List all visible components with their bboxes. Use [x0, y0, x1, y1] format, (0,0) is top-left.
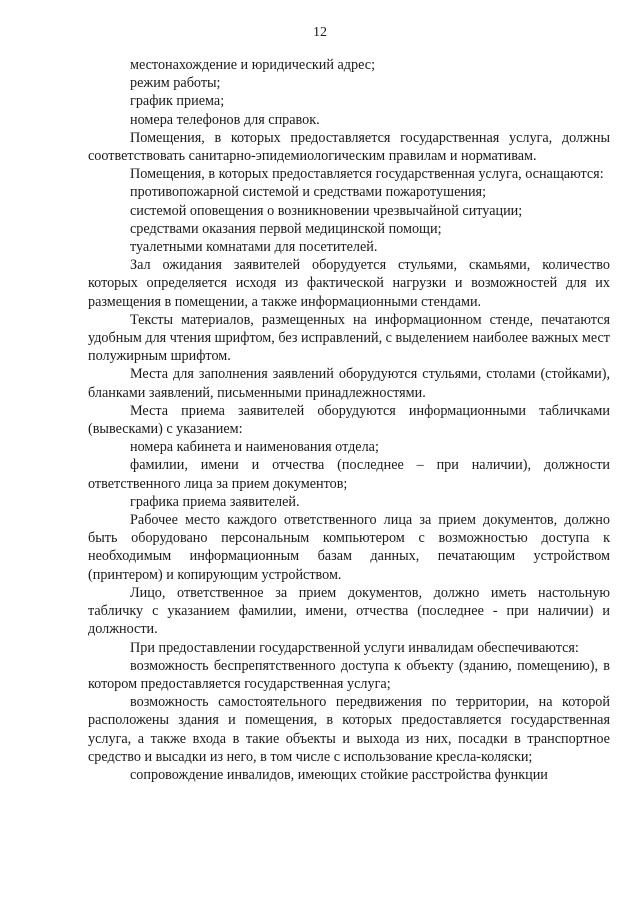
list-item: системой оповещения о возникновении чрезвычайной ситуации;: [130, 202, 523, 219]
list-item: фамилии, имени и отчества (последнее – при наличии), должности ответственного лица за прием документов;: [88, 457, 610, 492]
paragraph: Места для заполнения заявлений оборудуются стульями, столами (стойками), бланками заявлений, письменными принадлежностями.: [88, 366, 610, 401]
list-item: график приема;: [130, 93, 225, 110]
paragraph: Места приема заявителей оборудуются информационными табличками (вывесками) с указанием:: [88, 402, 610, 438]
page-number: 12: [313, 25, 327, 40]
list-item: средствами оказания первой медицинской помощи;: [130, 220, 442, 237]
paragraph: При предоставлении государственной услуги инвалидам обеспечиваются:: [130, 639, 579, 656]
list-item: возможность самостоятельного передвижения по территории, на которой расположены здания и помещения, в которых предоставляется государственная услуга, а также входа в такие объекты и выхода из них, посадки в транспортное средство и высадки из него, в том числе с использование кресла-коляски;: [88, 694, 610, 765]
list-item: графика приема заявителей.: [130, 493, 300, 510]
paragraph: Тексты материалов, размещенных на информационном стенде, печатаются удобным для чтения шрифтом, без исправлений, с выделением наиболее важных мест полужирным шрифтом.: [88, 311, 610, 365]
paragraph: Рабочее место каждого ответственного лица за прием документов, должно быть оборудовано персональным компьютером с возможностью доступа к необходимым информационным базам данных, печатающим устройством (принтером) и копирующим устройством.: [88, 512, 610, 583]
list-item: номера телефонов для справок.: [130, 111, 320, 128]
paragraph: Помещения, в которых предоставляется государственная услуга, должны соответствовать санитарно-эпидемиологическим правилам и нормативам.: [88, 129, 610, 165]
list-item: противопожарной системой и средствами пожаротушения;: [130, 184, 487, 201]
list-item: местонахождение и юридический адрес;: [130, 57, 376, 73]
paragraph: Зал ожидания заявителей оборудуется стульями, скамьями, количество которых определяется исходя из фактической нагрузки и возможностей для их размещения в помещении, а также информационными стендами.: [88, 257, 610, 310]
list-item: режим работы;: [130, 75, 221, 92]
list-item: сопровождение инвалидов, имеющих стойкие расстройства функции: [130, 766, 548, 783]
document-body: [88, 56, 610, 784]
paragraph: Лицо, ответственное за прием документов, должно иметь настольную табличку с указанием фамилии, имени, отчества (последнее - при наличии) и должности.: [88, 584, 610, 638]
list-item: номера кабинета и наименования отдела;: [130, 439, 379, 456]
list-item: возможность беспрепятственного доступа к объекту (зданию, помещению), в котором предоставляется государственная услуга;: [88, 657, 610, 692]
list-item: туалетными комнатами для посетителей.: [130, 239, 378, 256]
paragraph: Помещения, в которых предоставляется государственная услуга, оснащаются:: [130, 166, 604, 183]
